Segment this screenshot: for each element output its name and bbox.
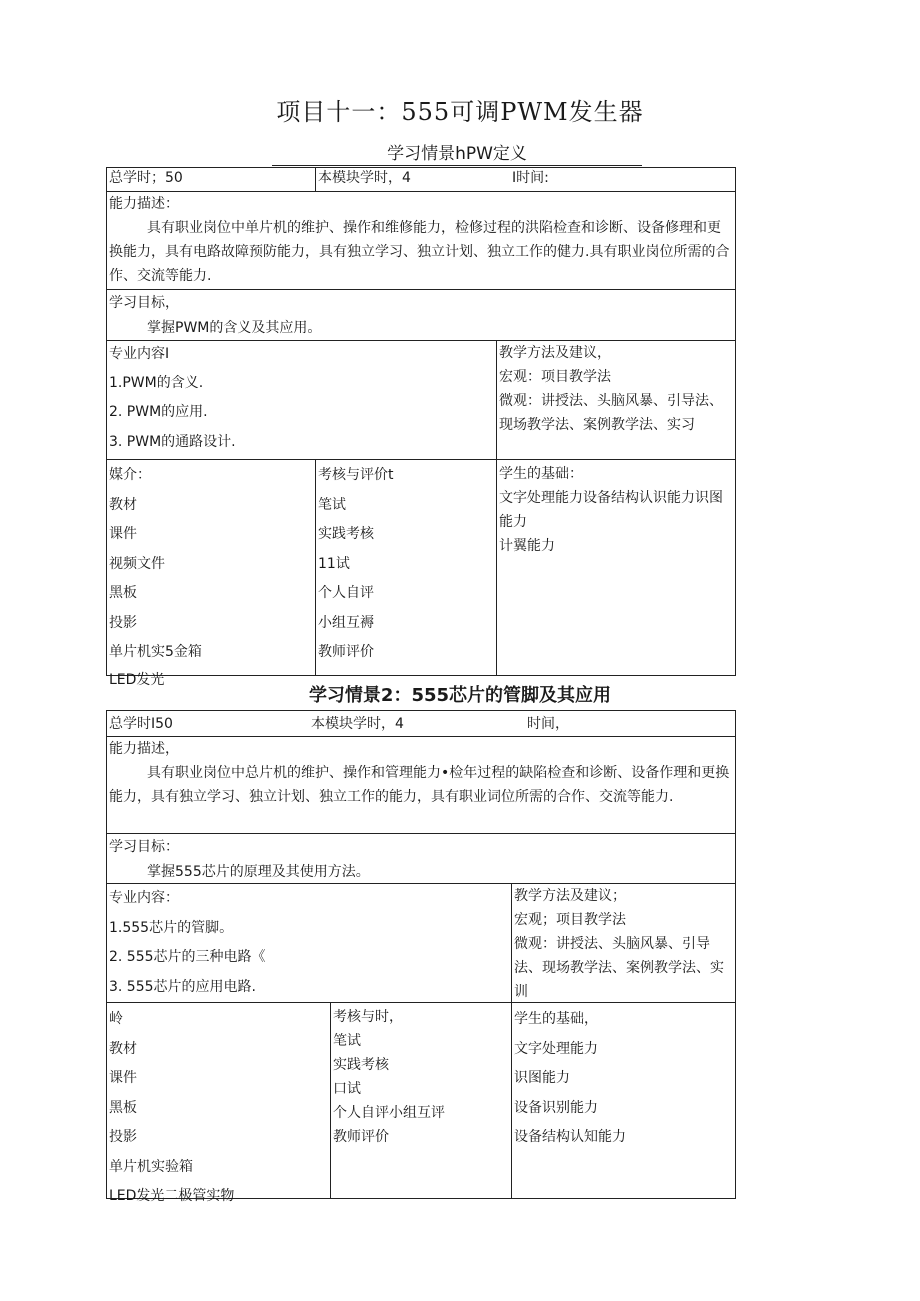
s1-media-item: 单片机实5金箱 [109, 644, 202, 660]
s2-media-item: 单片机实验箱 [109, 1159, 193, 1175]
s2-total-hours: 总学时I50 [109, 716, 173, 732]
s2-media-label: 岭 [109, 1011, 123, 1027]
s1-media-cell [106, 459, 316, 688]
s1-content-cell [106, 340, 497, 460]
s1-media-label: 媒介： [109, 467, 151, 483]
s1-basis-item: 计翼能力 [499, 538, 555, 554]
s2-basis-item: 设备结构认知能力 [514, 1129, 626, 1145]
s2-media-item: 教材 [109, 1041, 137, 1057]
s2-assess-label: 考核与时， [333, 1009, 403, 1025]
s1-media-item: 课件 [109, 526, 137, 542]
s1-content-item: 2. PWM的应用. [109, 404, 208, 420]
s2-goal-label: 学习目标： [109, 839, 179, 855]
s2-media-item: 黑板 [109, 1100, 137, 1116]
s1-content-label: 专业内容I [109, 346, 170, 362]
page-title: 项目十一：555可调PWM发生器 [276, 98, 644, 126]
s2-content-item: 1.555芯片的管脚。 [109, 920, 234, 936]
situation1-heading: 学习情景hPW定义 [272, 143, 642, 166]
s2-ability-cell [106, 736, 736, 834]
s2-ability-text: 具有职业岗位中总片机的维护、操作和管理能力•检年过程的缺陷检查和诊断、设备作理和更换能力，具有独立学习、独立计划、独立工作的能力，具有职业词位所需的合作、交流等能力. [109, 765, 730, 805]
s2-media-item: 课件 [109, 1070, 137, 1086]
s1-content-item: 3. PWM的通路设计. [109, 434, 236, 450]
s1-ability-cell [106, 191, 736, 290]
s1-media-item: 黑板 [109, 585, 137, 601]
s1-assess-item: 11试 [318, 556, 350, 572]
s1-method-cell [496, 340, 736, 460]
s1-basis-cell [496, 459, 736, 676]
s2-assess-item: 口试 [333, 1081, 361, 1097]
s2-assess-item: 笔试 [333, 1033, 361, 1049]
s2-time: 时间， [527, 716, 569, 732]
s2-ability-label: 能力描述， [109, 741, 179, 757]
s1-basis-label: 学生的基础： [499, 466, 583, 482]
s2-content-item: 2. 555芯片的三种电路《 [109, 949, 266, 965]
s2-content-cell [106, 883, 512, 1003]
s1-method-label: 教学方法及建议， [499, 345, 611, 361]
s1-assess-item: 教师评价 [318, 644, 374, 660]
s1-media-item: 投影 [109, 615, 137, 631]
s1-goal-label: 学习目标， [109, 295, 179, 311]
s1-ability-label: 能力描述： [109, 196, 179, 212]
s1-module-hours-cell [315, 167, 736, 192]
s2-goal-cell [106, 833, 736, 884]
s2-content-item: 3. 555芯片的应用电路. [109, 979, 256, 995]
s2-assess-cell [330, 1002, 512, 1199]
s2-method-cell [511, 883, 736, 1003]
s1-assess-item: 个人自评 [318, 585, 374, 601]
s2-basis-cell [511, 1002, 736, 1199]
situation2-heading: 学习情景2：555芯片的管脚及其应用 [308, 685, 612, 706]
s1-basis-item: 文字处理能力设备结构认识能力识图能力 [499, 490, 723, 530]
s1-media-item: 视频文件 [109, 556, 165, 572]
s1-method-macro: 宏观：项目教学法 [499, 369, 611, 385]
s1-assess-item: 实践考核 [318, 526, 374, 542]
s2-basis-item: 识图能力 [514, 1070, 570, 1086]
s2-assess-item: 教师评价 [333, 1129, 389, 1145]
s2-media-item: LED发光二极管实物 [109, 1188, 235, 1204]
s2-basis-label: 学生的基础， [514, 1011, 598, 1027]
s2-media-cell [106, 1002, 331, 1204]
s1-time: I时间: [512, 170, 549, 186]
s2-basis-item: 设备识别能力 [514, 1100, 598, 1116]
s2-hours-row [106, 710, 736, 737]
s2-method-label: 教学方法及建议； [514, 888, 626, 904]
s2-media-item: 投影 [109, 1129, 137, 1145]
s2-module-hours: 本模块学时，4 [311, 716, 404, 732]
s2-goal-text: 掌握555芯片的原理及其使用方法。 [147, 864, 370, 880]
s1-assess-label: 考核与评价t [318, 467, 394, 483]
s1-media-item: LED发光 [109, 672, 165, 688]
s2-method-micro: 微观：讲授法、头脑风暴、引导法、现场教学法、案例教学法、实训 [514, 936, 724, 1000]
s1-media-item: 教材 [109, 497, 137, 513]
s1-ability-text: 具有职业岗位中单片机的维护、操作和维修能力，检修过程的洪陷检查和诊断、设备修理和更换能力，具有电路故障预防能力，具有独立学习、独立计划、独立工作的健力.具有职业岗位所需的合作、交流等能力. [109, 220, 730, 284]
s1-assess-cell [315, 459, 497, 676]
s2-assess-item: 个人自评小组互评 [333, 1105, 445, 1121]
s2-assess-item: 实践考核 [333, 1057, 389, 1073]
s1-assess-item: 小组互褥 [318, 615, 374, 631]
s1-goal-text: 掌握PWM的含义及其应用。 [147, 320, 322, 336]
s1-content-item: 1.PWM的含义. [109, 375, 204, 391]
s1-goal-cell [106, 289, 736, 341]
s1-method-micro: 微观：讲授法、头脑风暴、引导法、现场教学法、案例教学法、实习 [499, 393, 723, 433]
s1-total-hours: 总学时；50 [109, 170, 183, 186]
s2-content-label: 专业内容： [109, 890, 179, 906]
s1-assess-item: 笔试 [318, 497, 346, 513]
s1-total-hours-cell [106, 167, 316, 192]
s2-method-macro: 宏观；项目教学法 [514, 912, 626, 928]
s1-module-hours: 本模块学时，4 [318, 170, 411, 186]
s2-basis-item: 文字处理能力 [514, 1041, 598, 1057]
